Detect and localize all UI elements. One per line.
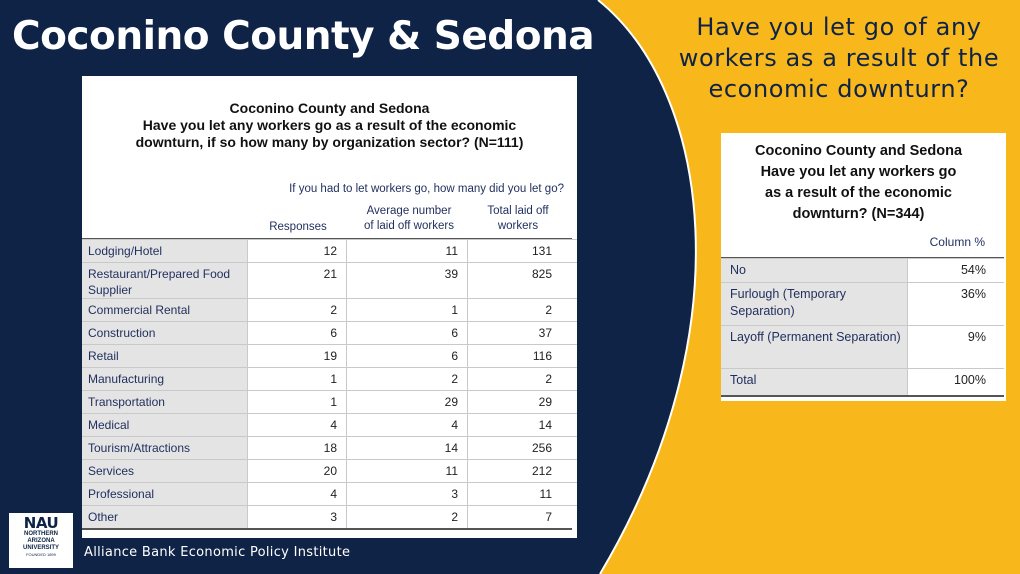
average-cell: 2 — [346, 506, 467, 528]
table-row — [82, 505, 577, 528]
table-row — [82, 367, 577, 390]
total-cell: 256 — [467, 437, 566, 459]
responses-cell: 1 — [247, 368, 346, 390]
table-row — [82, 390, 577, 413]
total-cell: 825 — [467, 263, 566, 298]
total-cell: 7 — [467, 506, 566, 528]
logo-line: UNIVERSITY — [22, 545, 59, 551]
row-label: Lodging/Hotel — [82, 240, 247, 262]
logo-tagline: FOUNDED 1899 — [26, 552, 56, 557]
responses-cell: 6 — [247, 322, 346, 344]
table-bottom-rule — [82, 528, 572, 530]
table-row — [82, 344, 577, 367]
table-row — [82, 459, 577, 482]
average-cell: 14 — [346, 437, 467, 459]
average-cell: 1 — [346, 299, 467, 321]
table-row — [82, 482, 577, 505]
total-cell: 116 — [467, 345, 566, 367]
logo-mark: NAU — [23, 514, 59, 532]
percent-cell: 54% — [907, 259, 1004, 282]
total-cell: 37 — [467, 322, 566, 344]
row-label: Transportation — [82, 391, 247, 413]
col-header-percent: Column % — [929, 235, 985, 249]
table-row — [82, 262, 577, 298]
right-table-title — [721, 141, 996, 225]
responses-cell: 20 — [247, 460, 346, 482]
average-cell: 29 — [346, 391, 467, 413]
nau-logo — [9, 513, 73, 568]
right-title-line: downturn? (N=344) — [792, 206, 925, 222]
row-label: Other — [82, 506, 247, 528]
average-cell: 11 — [346, 240, 467, 262]
left-table-title — [82, 100, 577, 151]
col-header-line: Total laid off — [487, 205, 549, 217]
total-cell: 212 — [467, 460, 566, 482]
row-label: Construction — [82, 322, 247, 344]
total-cell: 2 — [467, 368, 566, 390]
responses-cell: 12 — [247, 240, 346, 262]
layoff-status-table — [721, 133, 1006, 401]
slide-title: Coconino County & Sedona — [12, 14, 595, 59]
responses-cell: 4 — [247, 414, 346, 436]
total-cell: 14 — [467, 414, 566, 436]
row-label: Commercial Rental — [82, 299, 247, 321]
row-label: Restaurant/Prepared Food Supplier — [82, 263, 247, 298]
responses-cell: 2 — [247, 299, 346, 321]
right-title-line: Have you let any workers go — [760, 164, 957, 180]
average-cell: 39 — [346, 263, 467, 298]
row-label: Professional — [82, 483, 247, 505]
right-title-line: Coconino County and Sedona — [754, 143, 963, 159]
slide-question: Have you let go of any workers as a result of the economic downturn? — [678, 13, 1000, 103]
col-header-average — [348, 204, 470, 234]
table-row — [82, 413, 577, 436]
left-title-line: Coconino County and Sedona — [229, 100, 430, 116]
average-cell: 2 — [346, 368, 467, 390]
logo-line: ARIZONA — [27, 538, 55, 544]
left-title-line: downturn, if so how many by organization sector? (N=111) — [135, 134, 524, 150]
row-label: Layoff (Permanent Separation) — [721, 326, 907, 368]
table-row — [721, 325, 1004, 368]
left-title-line: Have you let any workers go as a result of the economic — [142, 117, 517, 133]
total-cell: 29 — [467, 391, 566, 413]
responses-cell: 4 — [247, 483, 346, 505]
row-label: Services — [82, 460, 247, 482]
col-header-line: of laid off workers — [364, 220, 454, 232]
table-row — [82, 239, 577, 262]
average-cell: 4 — [346, 414, 467, 436]
right-title-line: as a result of the economic — [765, 185, 952, 201]
table-row — [82, 436, 577, 459]
total-cell: 131 — [467, 240, 566, 262]
responses-cell: 18 — [247, 437, 346, 459]
row-label: Retail — [82, 345, 247, 367]
average-cell: 6 — [346, 345, 467, 367]
total-cell: 11 — [467, 483, 566, 505]
column-spanner: If you had to let workers go, how many did you let go? — [289, 183, 564, 195]
table-row — [82, 298, 577, 321]
percent-cell: 100% — [907, 369, 1004, 395]
institute-name: Alliance Bank Economic Policy Institute — [84, 545, 351, 560]
col-header-responses: Responses — [269, 221, 327, 233]
table-bottom-rule — [721, 395, 1004, 397]
responses-cell: 3 — [247, 506, 346, 528]
table-row — [721, 368, 1004, 395]
col-header-line: workers — [497, 220, 539, 232]
right-table-body — [721, 258, 1004, 397]
average-cell: 11 — [346, 460, 467, 482]
row-label: Total — [721, 369, 907, 395]
row-label: Medical — [82, 414, 247, 436]
row-label: Manufacturing — [82, 368, 247, 390]
average-cell: 6 — [346, 322, 467, 344]
col-header-line: Average number — [366, 205, 452, 217]
responses-cell: 1 — [247, 391, 346, 413]
table-row — [721, 282, 1004, 325]
responses-cell: 19 — [247, 345, 346, 367]
total-cell: 2 — [467, 299, 566, 321]
row-label: Furlough (Temporary Separation) — [721, 283, 907, 325]
average-cell: 3 — [346, 483, 467, 505]
logo-line: NORTHERN — [24, 531, 58, 537]
sector-layoffs-table — [82, 76, 577, 538]
row-label: No — [721, 259, 907, 282]
responses-cell: 21 — [247, 263, 346, 298]
percent-cell: 9% — [907, 326, 1004, 368]
left-table-body — [82, 239, 577, 530]
table-row — [721, 258, 1004, 282]
percent-cell: 36% — [907, 283, 1004, 325]
col-header-total — [470, 204, 566, 234]
table-row — [82, 321, 577, 344]
row-label: Tourism/Attractions — [82, 437, 247, 459]
